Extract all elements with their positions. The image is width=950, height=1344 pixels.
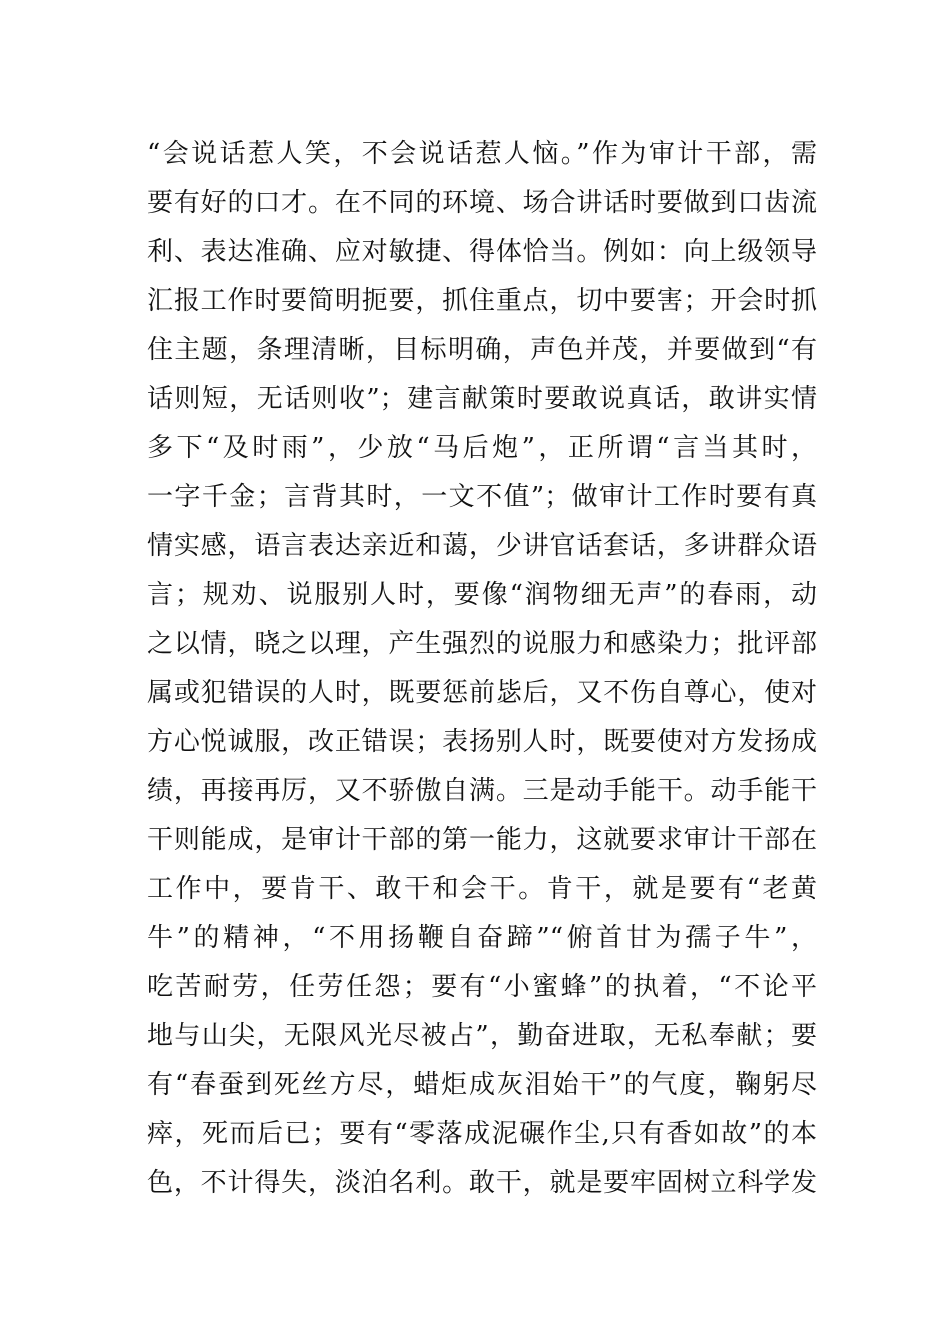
text-line: 多下“及时雨”，少放“马后炮”，正所谓“言当其时， bbox=[147, 433, 817, 463]
text-line: 有“春蚕到死丝方尽，蜡炬成灰泪始干”的气度，鞠躬尽 bbox=[147, 1070, 817, 1100]
text-line: 色，不计得失，淡泊名利。敢干，就是要牢固树立科学发 bbox=[147, 1168, 817, 1198]
text-line: 工作中，要肯干、敢干和会干。肯干，就是要有“老黄 bbox=[147, 874, 817, 904]
text-line: 言；规劝、说服别人时，要像“润物细无声”的春雨，动 bbox=[147, 580, 817, 610]
text-line: 情实感，语言表达亲近和蔼，少讲官话套话，多讲群众语 bbox=[147, 531, 817, 561]
text-line: “会说话惹人笑，不会说话惹人恼。”作为审计干部，需 bbox=[147, 139, 817, 169]
text-line: 方心悦诚服，改正错误；表扬别人时，既要使对方发扬成 bbox=[147, 727, 817, 757]
text-line: 吃苦耐劳，任劳任怨；要有“小蜜蜂”的执着，“不论平 bbox=[147, 972, 817, 1002]
text-line: 绩，再接再厉，又不骄傲自满。三是动手能干。动手能干 bbox=[147, 776, 817, 806]
text-line: 汇报工作时要简明扼要，抓住重点，切中要害；开会时抓 bbox=[147, 286, 817, 316]
text-line: 牛”的精神，“不用扬鞭自奋蹄”“俯首甘为孺子牛”， bbox=[147, 923, 817, 953]
text-line: 之以情，晓之以理，产生强烈的说服力和感染力；批评部 bbox=[147, 629, 817, 659]
text-line: 利、表达准确、应对敏捷、得体恰当。例如：向上级领导 bbox=[147, 237, 817, 267]
text-line: 属或犯错误的人时，既要惩前毖后，又不伤自尊心，使对 bbox=[147, 678, 817, 708]
text-line: 要有好的口才。在不同的环境、场合讲话时要做到口齿流 bbox=[147, 188, 817, 218]
text-line: 地与山尖，无限风光尽被占”，勤奋进取，无私奉献；要 bbox=[147, 1021, 817, 1051]
text-line: 瘁，死而后已；要有“零落成泥碾作尘,只有香如故”的本 bbox=[147, 1119, 817, 1149]
text-line: 话则短，无话则收”；建言献策时要敢说真话，敢讲实情 bbox=[147, 384, 817, 414]
text-line: 一字千金；言背其时，一文不值”；做审计工作时要有真 bbox=[147, 482, 817, 512]
text-line: 住主题，条理清晰，目标明确，声色并茂，并要做到“有 bbox=[147, 335, 817, 365]
body-paragraph bbox=[147, 130, 817, 1208]
text-line: 干则能成，是审计干部的第一能力，这就要求审计干部在 bbox=[147, 825, 817, 855]
